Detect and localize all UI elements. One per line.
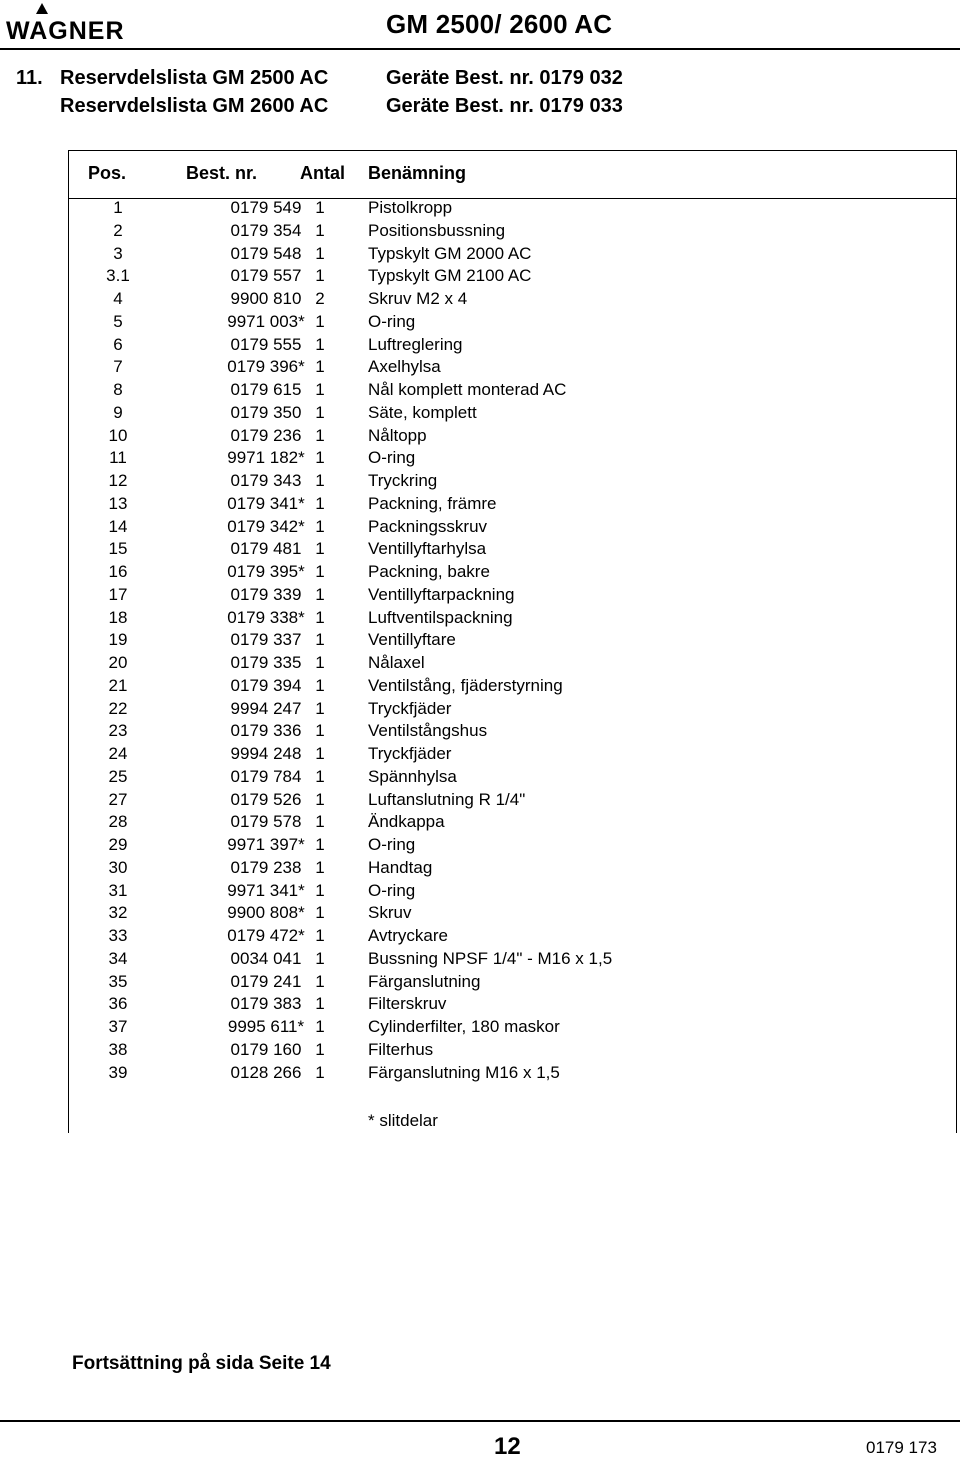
row-order-number: 9971 341* — [227, 880, 305, 900]
row-pos: 14 — [108, 516, 128, 536]
table-row — [68, 403, 957, 426]
header-pos: Pos. — [88, 163, 127, 183]
row-quantity: 1 — [315, 198, 325, 217]
table-row — [68, 767, 957, 790]
row-quantity: 1 — [315, 948, 325, 968]
parts-table — [68, 150, 957, 1133]
row-quantity: 1 — [315, 1039, 325, 1059]
row-pos: 16 — [108, 562, 128, 581]
row-pos: 37 — [108, 1017, 128, 1036]
table-row — [68, 244, 957, 267]
row-quantity: 1 — [315, 311, 325, 331]
table-header — [68, 163, 957, 187]
row-pos: 18 — [108, 607, 128, 627]
section-title — [16, 64, 623, 120]
row-order-number: 0179 341* — [227, 493, 305, 513]
row-order-number: 0179 236 — [230, 425, 302, 445]
row-pos: 25 — [108, 766, 128, 786]
row-quantity: 1 — [315, 903, 325, 923]
row-quantity: 1 — [315, 220, 325, 240]
row-order-number: 0179 396* — [227, 357, 305, 377]
row-quantity: 1 — [315, 766, 325, 786]
table-row — [68, 585, 957, 608]
row-description: O-ring — [368, 311, 416, 331]
section-title-line — [16, 64, 623, 92]
table-row — [68, 539, 957, 562]
row-quantity: 1 — [315, 539, 325, 559]
table-row — [68, 426, 957, 449]
table-row — [68, 335, 957, 358]
table-row — [68, 494, 957, 517]
row-description: O-ring — [368, 448, 416, 468]
row-pos: 28 — [108, 812, 128, 832]
footnote-wear-parts: * slitdelar — [368, 1111, 438, 1130]
table-row — [68, 903, 957, 926]
header-order-number: Best. nr. — [186, 163, 258, 183]
row-pos: 17 — [108, 584, 128, 604]
row-quantity: 1 — [315, 630, 325, 650]
table-row — [68, 721, 957, 744]
row-pos: 27 — [108, 789, 128, 809]
row-order-number: 9971 003* — [227, 311, 305, 331]
table-row — [68, 221, 957, 244]
row-pos: 12 — [108, 471, 128, 490]
row-pos: 24 — [108, 744, 128, 763]
row-pos: 9 — [113, 402, 123, 422]
row-description: Nåltopp — [368, 425, 427, 445]
row-pos: 19 — [108, 630, 128, 650]
row-quantity: 1 — [315, 562, 325, 581]
row-pos: 39 — [108, 1062, 128, 1082]
row-description: Spännhylsa — [368, 766, 457, 786]
row-description: Ventillyftarhylsa — [368, 539, 487, 559]
row-description: Luftreglering — [368, 334, 463, 354]
row-pos: 8 — [113, 380, 123, 399]
table-row — [68, 994, 957, 1017]
row-order-number: 0179 578 — [230, 812, 302, 832]
row-order-number: 9994 247 — [230, 698, 302, 718]
row-quantity: 1 — [315, 380, 325, 399]
row-quantity: 1 — [315, 607, 325, 627]
row-description: Ventilstång, fjäderstyrning — [368, 675, 563, 695]
row-pos: 20 — [108, 653, 128, 672]
row-quantity: 1 — [315, 698, 325, 718]
row-description: Packning, främre — [368, 493, 497, 513]
row-quantity: 1 — [315, 266, 325, 286]
row-order-number: 0179 784 — [230, 766, 302, 786]
table-row — [68, 926, 957, 949]
row-pos: 38 — [108, 1039, 128, 1059]
row-description: Luftanslutning R 1/4" — [368, 789, 526, 809]
row-description: Packning, bakre — [368, 562, 490, 581]
row-quantity: 1 — [315, 653, 325, 672]
row-order-number: 0179 548 — [230, 243, 302, 263]
document-number: 0179 173 — [866, 1438, 937, 1457]
table-row — [68, 790, 957, 813]
row-order-number: 0179 336 — [230, 721, 302, 741]
row-order-number: 0179 337 — [230, 630, 302, 650]
row-pos: 4 — [113, 289, 123, 308]
row-pos: 23 — [108, 721, 128, 741]
row-quantity: 1 — [315, 448, 325, 468]
table-row — [68, 972, 957, 995]
row-description: Filterskruv — [368, 994, 447, 1014]
row-pos: 34 — [108, 948, 128, 968]
row-quantity: 1 — [315, 584, 325, 604]
device-order-number: Geräte Best. nr. 0179 033 — [386, 95, 623, 117]
table-row — [68, 198, 957, 221]
row-order-number: 0179 342* — [227, 516, 305, 536]
table-row — [68, 949, 957, 972]
table-row — [68, 471, 957, 494]
row-quantity: 1 — [315, 994, 325, 1014]
model-title: GM 2500/ 2600 AC — [386, 9, 613, 39]
row-order-number: 0179 339 — [230, 584, 302, 604]
row-pos: 15 — [108, 539, 128, 559]
row-pos: 22 — [108, 698, 128, 718]
row-pos: 32 — [108, 903, 128, 923]
row-pos: 7 — [113, 357, 123, 377]
row-pos: 1 — [113, 198, 123, 217]
table-row — [68, 812, 957, 835]
table-row — [68, 630, 957, 653]
row-quantity: 1 — [315, 857, 325, 877]
section-number: 11. — [16, 67, 43, 89]
row-order-number: 0128 266 — [230, 1062, 302, 1082]
row-order-number: 0179 343 — [230, 471, 302, 490]
row-description: Ventillyftarpackning — [368, 584, 515, 604]
table-row — [68, 608, 957, 631]
table-row — [68, 562, 957, 585]
row-order-number: 9971 397* — [227, 835, 305, 854]
parts-list-name: Reservdelslista GM 2600 AC — [60, 95, 329, 117]
table-row — [68, 858, 957, 881]
row-description: Säte, komplett — [368, 402, 477, 422]
row-order-number: 9900 810 — [230, 289, 302, 308]
row-order-number: 0179 350 — [230, 402, 302, 422]
row-description: Avtryckare — [368, 926, 448, 945]
row-description: Skruv M2 x 4 — [368, 289, 468, 308]
row-description: O-ring — [368, 880, 416, 900]
row-description: Positionsbussning — [368, 220, 506, 240]
table-row — [68, 1017, 957, 1040]
row-order-number: 0179 241 — [230, 971, 302, 991]
row-description: Tryckring — [368, 471, 438, 490]
row-order-number: 0034 041 — [230, 948, 302, 968]
table-row — [68, 312, 957, 335]
row-pos: 6 — [113, 334, 123, 354]
row-pos: 13 — [108, 493, 128, 513]
table-row — [68, 676, 957, 699]
row-quantity: 1 — [315, 926, 325, 945]
row-order-number: 0179 354 — [230, 220, 302, 240]
row-pos: 3.1 — [106, 266, 130, 286]
table-row — [68, 1063, 957, 1086]
row-description: Filterhus — [368, 1039, 434, 1059]
row-pos: 36 — [108, 994, 128, 1014]
row-pos: 31 — [108, 880, 128, 900]
row-description: Handtag — [368, 857, 433, 877]
row-pos: 33 — [108, 926, 128, 945]
row-description: Typskylt GM 2000 AC — [368, 243, 532, 263]
table-row — [68, 881, 957, 904]
row-quantity: 1 — [315, 675, 325, 695]
row-order-number: 0179 383 — [230, 994, 302, 1014]
row-quantity: 1 — [315, 880, 325, 900]
header-quantity: Antal — [300, 163, 345, 183]
header-divider — [0, 48, 960, 50]
row-description: Typskylt GM 2100 AC — [368, 266, 532, 286]
row-quantity: 1 — [315, 516, 325, 536]
row-description: Skruv — [368, 903, 412, 923]
row-order-number: 9971 182* — [227, 448, 305, 468]
row-pos: 3 — [113, 243, 123, 263]
row-description: Färganslutning — [368, 971, 481, 991]
row-order-number: 9995 611* — [227, 1017, 305, 1036]
row-quantity: 1 — [315, 243, 325, 263]
row-order-number: 0179 338* — [227, 607, 305, 627]
continuation-note: Fortsättning på sida Seite 14 — [72, 1353, 331, 1374]
section-title-line — [16, 92, 623, 120]
row-description: Färganslutning M16 x 1,5 — [368, 1062, 560, 1082]
row-quantity: 1 — [315, 812, 325, 832]
row-quantity: 1 — [315, 744, 325, 763]
row-order-number: 0179 160 — [230, 1039, 302, 1059]
row-description: Ventillyftare — [368, 630, 456, 650]
parts-list-name: Reservdelslista GM 2500 AC — [60, 67, 329, 89]
row-description: Pistolkropp — [368, 198, 453, 217]
table-border-top — [68, 150, 957, 151]
row-quantity: 1 — [315, 1062, 325, 1082]
row-quantity: 1 — [315, 721, 325, 741]
row-order-number: 0179 549 — [230, 198, 302, 217]
table-row — [68, 357, 957, 380]
row-pos: 11 — [109, 448, 127, 468]
row-order-number: 0179 481 — [230, 539, 302, 559]
row-order-number: 0179 395* — [227, 562, 305, 581]
row-order-number: 9900 808* — [227, 903, 305, 923]
row-quantity: 1 — [315, 425, 325, 445]
device-order-number: Geräte Best. nr. 0179 032 — [386, 67, 623, 89]
row-description: Ventilstångshus — [368, 721, 488, 741]
row-quantity: 1 — [315, 1017, 325, 1036]
row-pos: 5 — [113, 311, 123, 331]
table-row — [68, 380, 957, 403]
row-description: O-ring — [368, 835, 416, 854]
row-pos: 21 — [108, 675, 128, 695]
header-description: Benämning — [368, 163, 467, 183]
row-description: Cylinderfilter, 180 maskor — [368, 1017, 560, 1036]
row-quantity: 1 — [315, 971, 325, 991]
table-row — [68, 289, 957, 312]
row-pos: 30 — [108, 857, 128, 877]
row-description: Packningsskruv — [368, 516, 488, 536]
row-quantity: 1 — [315, 835, 325, 854]
table-row — [68, 835, 957, 858]
row-order-number: 0179 555 — [230, 334, 302, 354]
row-description: Luftventilspackning — [368, 607, 513, 627]
table-row — [68, 699, 957, 722]
row-order-number: 0179 557 — [230, 266, 302, 286]
table-row — [68, 266, 957, 289]
row-quantity: 1 — [315, 493, 325, 513]
table-row — [68, 1040, 957, 1063]
row-description: Ändkappa — [368, 812, 445, 832]
row-quantity: 1 — [315, 471, 325, 490]
row-quantity: 1 — [315, 357, 325, 377]
row-pos: 35 — [108, 971, 128, 991]
row-pos: 10 — [108, 425, 128, 445]
row-description: Bussning NPSF 1/4" - M16 x 1,5 — [368, 948, 613, 968]
wagner-logo — [6, 2, 130, 42]
table-row — [68, 517, 957, 540]
row-description: Nålaxel — [368, 653, 425, 672]
row-description: Tryckfjäder — [368, 744, 452, 763]
row-order-number: 0179 335 — [230, 653, 302, 672]
row-order-number: 0179 526 — [230, 789, 302, 809]
row-quantity: 1 — [315, 402, 325, 422]
table-row — [68, 653, 957, 676]
row-order-number: 0179 472* — [227, 926, 305, 945]
row-order-number: 9994 248 — [230, 744, 302, 763]
row-description: Axelhylsa — [368, 357, 441, 377]
row-pos: 2 — [113, 220, 123, 240]
row-description: Tryckfjäder — [368, 698, 452, 718]
row-order-number: 0179 238 — [230, 857, 302, 877]
row-order-number: 0179 394 — [230, 675, 302, 695]
row-quantity: 1 — [315, 789, 325, 809]
row-description: Nål komplett monterad AC — [368, 380, 567, 399]
page-number: 12 — [494, 1433, 521, 1460]
row-quantity: 1 — [315, 334, 325, 354]
row-pos: 29 — [108, 835, 128, 854]
table-row — [68, 448, 957, 471]
svg-text:WAGNER: WAGNER — [6, 17, 125, 42]
row-quantity: 2 — [315, 289, 325, 308]
footer-divider — [0, 1420, 960, 1422]
row-order-number: 0179 615 — [230, 380, 302, 399]
table-row — [68, 744, 957, 767]
